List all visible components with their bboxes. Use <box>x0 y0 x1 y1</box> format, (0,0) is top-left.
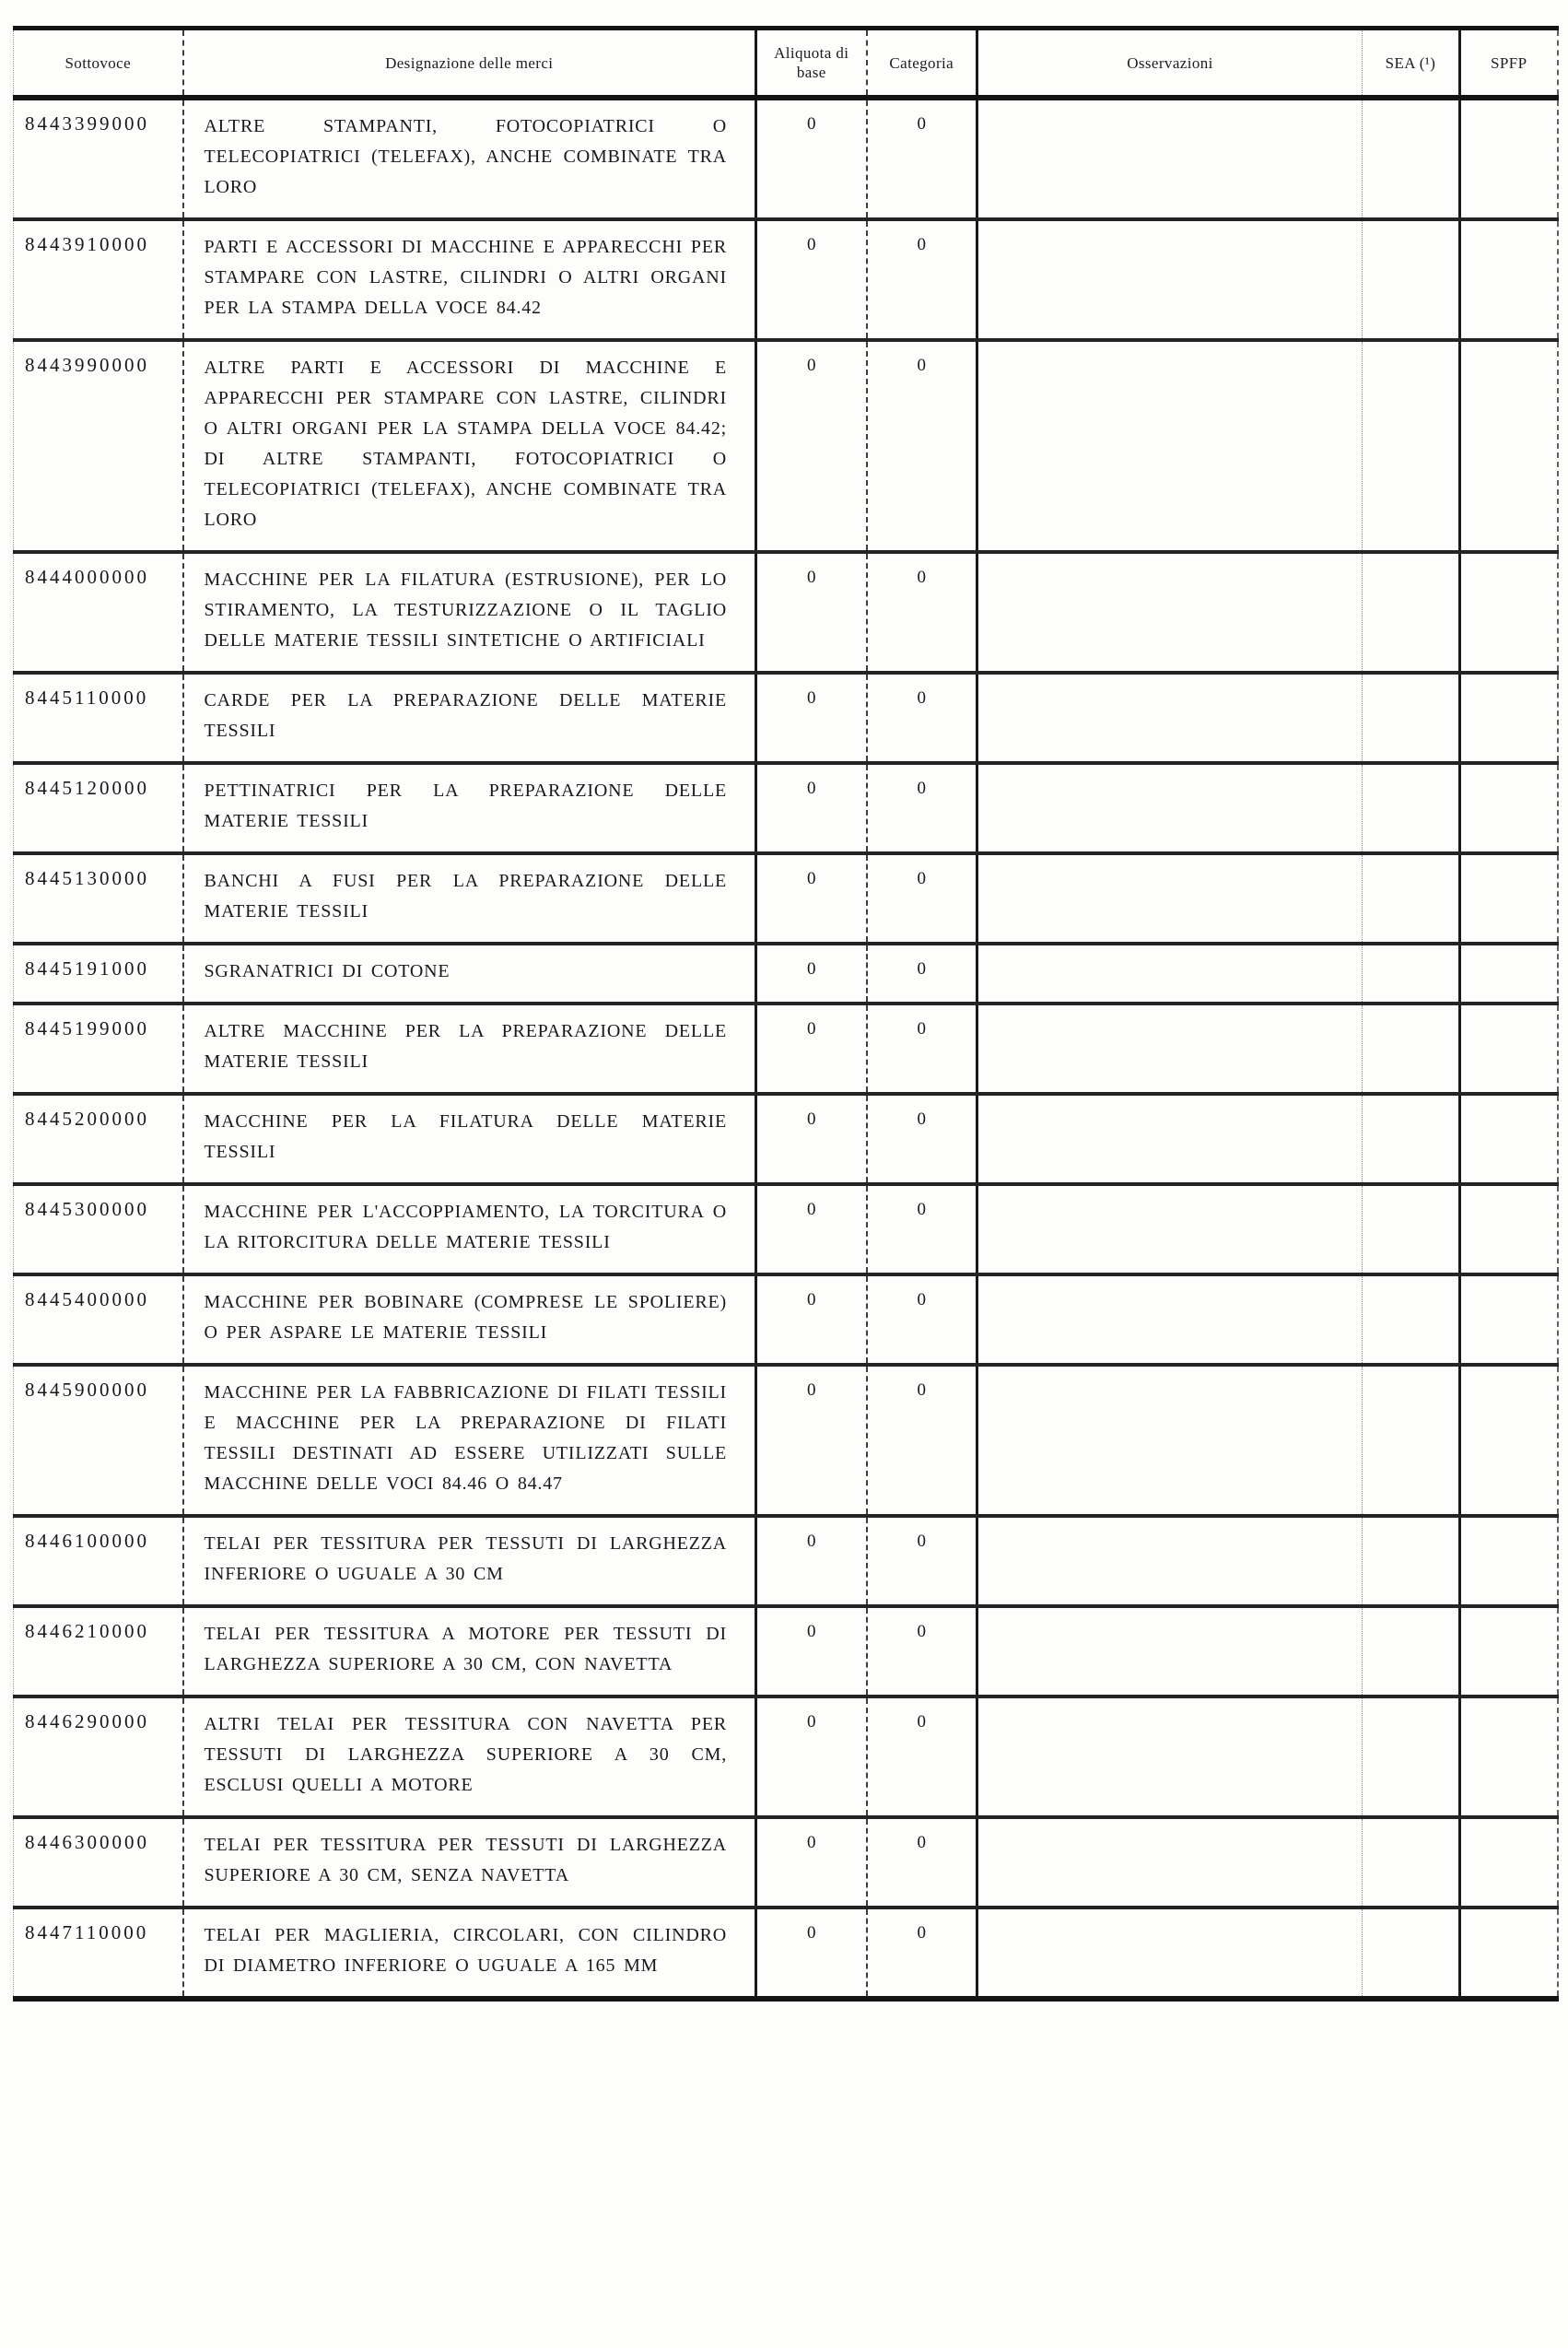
cell-spfp <box>1460 1606 1558 1696</box>
table-row <box>14 1004 1558 1094</box>
cell-spfp <box>1460 1696 1558 1817</box>
cell-sea <box>1363 552 1460 673</box>
cell-observations <box>977 340 1363 552</box>
cell-observations <box>977 763 1363 853</box>
cell-observations <box>977 1696 1363 1817</box>
col-header-sottovoce: Sottovoce <box>14 29 183 99</box>
cell-observations <box>977 853 1363 944</box>
cell-category: 0 <box>867 763 977 853</box>
cell-base-rate: 0 <box>756 1184 867 1274</box>
cell-sottovoce-code: 8446290000 <box>14 1696 183 1817</box>
cell-goods-description: MACCHINE PER LA FILATURA (ESTRUSIONE), PER LO STIRAMENTO, LA TESTURIZZAZIONE O IL TAGLIO DELLE MATERIE TESSILI SINTETICHE O ARTIFICIALI <box>183 552 756 673</box>
cell-goods-description: TELAI PER TESSITURA PER TESSUTI DI LARGHEZZA INFERIORE O UGUALE A 30 CM <box>183 1516 756 1606</box>
table-row <box>14 1274 1558 1365</box>
cell-spfp <box>1460 673 1558 763</box>
cell-goods-description: PETTINATRICI PER LA PREPARAZIONE DELLE MATERIE TESSILI <box>183 763 756 853</box>
cell-observations <box>977 673 1363 763</box>
table-row <box>14 1094 1558 1184</box>
table-row <box>14 1908 1558 1999</box>
cell-category: 0 <box>867 219 977 340</box>
cell-observations <box>977 1184 1363 1274</box>
cell-sea <box>1363 673 1460 763</box>
cell-goods-description: ALTRE PARTI E ACCESSORI DI MACCHINE E APPARECCHI PER STAMPARE CON LASTRE, CILINDRI O ALTRI ORGANI PER LA STAMPA DELLA VOCE 84.42; DI ALTRE STAMPANTI, FOTOCOPIATRICI O TELECOPIATRICI (TELEFAX), ANCHE COMBINATE TRA LORO <box>183 340 756 552</box>
cell-sea <box>1363 1696 1460 1817</box>
cell-base-rate: 0 <box>756 944 867 1004</box>
cell-sottovoce-code: 8443399000 <box>14 98 183 219</box>
cell-sottovoce-code: 8446300000 <box>14 1817 183 1908</box>
cell-spfp <box>1460 1094 1558 1184</box>
cell-spfp <box>1460 1004 1558 1094</box>
cell-goods-description: MACCHINE PER BOBINARE (COMPRESE LE SPOLIERE) O PER ASPARE LE MATERIE TESSILI <box>183 1274 756 1365</box>
cell-observations <box>977 552 1363 673</box>
table-row <box>14 1817 1558 1908</box>
cell-sea <box>1363 340 1460 552</box>
cell-sea <box>1363 1817 1460 1908</box>
cell-spfp <box>1460 340 1558 552</box>
cell-category: 0 <box>867 552 977 673</box>
cell-base-rate: 0 <box>756 552 867 673</box>
cell-observations <box>977 219 1363 340</box>
cell-sottovoce-code: 8443910000 <box>14 219 183 340</box>
cell-sottovoce-code: 8446210000 <box>14 1606 183 1696</box>
table-header-row <box>14 29 1558 99</box>
cell-spfp <box>1460 944 1558 1004</box>
cell-goods-description: ALTRE STAMPANTI, FOTOCOPIATRICI O TELECOPIATRICI (TELEFAX), ANCHE COMBINATE TRA LORO <box>183 98 756 219</box>
cell-category: 0 <box>867 1908 977 1999</box>
cell-goods-description: SGRANATRICI DI COTONE <box>183 944 756 1004</box>
cell-sea <box>1363 853 1460 944</box>
table-row <box>14 673 1558 763</box>
cell-sea <box>1363 1094 1460 1184</box>
cell-base-rate: 0 <box>756 1365 867 1516</box>
cell-sottovoce-code: 8445200000 <box>14 1094 183 1184</box>
cell-category: 0 <box>867 1004 977 1094</box>
table-row <box>14 853 1558 944</box>
cell-category: 0 <box>867 340 977 552</box>
cell-base-rate: 0 <box>756 853 867 944</box>
cell-base-rate: 0 <box>756 1516 867 1606</box>
cell-goods-description: TELAI PER MAGLIERIA, CIRCOLARI, CON CILINDRO DI DIAMETRO INFERIORE O UGUALE A 165 MM <box>183 1908 756 1999</box>
cell-category: 0 <box>867 1184 977 1274</box>
cell-category: 0 <box>867 1516 977 1606</box>
cell-spfp <box>1460 552 1558 673</box>
cell-sea <box>1363 944 1460 1004</box>
cell-sea <box>1363 219 1460 340</box>
cell-category: 0 <box>867 1696 977 1817</box>
cell-base-rate: 0 <box>756 673 867 763</box>
cell-goods-description: MACCHINE PER L'ACCOPPIAMENTO, LA TORCITURA O LA RITORCITURA DELLE MATERIE TESSILI <box>183 1184 756 1274</box>
cell-spfp <box>1460 1274 1558 1365</box>
cell-sea <box>1363 1516 1460 1606</box>
cell-observations <box>977 1365 1363 1516</box>
cell-sottovoce-code: 8445191000 <box>14 944 183 1004</box>
cell-goods-description: MACCHINE PER LA FILATURA DELLE MATERIE TESSILI <box>183 1094 756 1184</box>
col-header-designazione: Designazione delle merci <box>183 29 756 99</box>
table-row <box>14 1696 1558 1817</box>
cell-base-rate: 0 <box>756 1606 867 1696</box>
tariff-table <box>13 26 1559 2002</box>
cell-goods-description: MACCHINE PER LA FABBRICAZIONE DI FILATI TESSILI E MACCHINE PER LA PREPARAZIONE DI FILATI TESSILI DESTINATI AD ESSERE UTILIZZATI SULLE MACCHINE DELLE VOCI 84.46 O 84.47 <box>183 1365 756 1516</box>
cell-spfp <box>1460 219 1558 340</box>
col-header-categoria: Categoria <box>867 29 977 99</box>
cell-base-rate: 0 <box>756 219 867 340</box>
cell-spfp <box>1460 98 1558 219</box>
table-row <box>14 219 1558 340</box>
cell-sottovoce-code: 8446100000 <box>14 1516 183 1606</box>
cell-goods-description: ALTRI TELAI PER TESSITURA CON NAVETTA PER TESSUTI DI LARGHEZZA SUPERIORE A 30 CM, ESCLUSI QUELLI A MOTORE <box>183 1696 756 1817</box>
cell-sea <box>1363 763 1460 853</box>
cell-observations <box>977 1908 1363 1999</box>
table-row <box>14 944 1558 1004</box>
cell-category: 0 <box>867 853 977 944</box>
cell-sea <box>1363 1274 1460 1365</box>
cell-observations <box>977 98 1363 219</box>
cell-sea <box>1363 98 1460 219</box>
table-row <box>14 1365 1558 1516</box>
cell-observations <box>977 944 1363 1004</box>
cell-category: 0 <box>867 1094 977 1184</box>
col-header-aliquota-base: Aliquota di base <box>756 29 867 99</box>
table-row <box>14 763 1558 853</box>
table-row <box>14 1606 1558 1696</box>
cell-base-rate: 0 <box>756 1274 867 1365</box>
cell-category: 0 <box>867 1274 977 1365</box>
cell-spfp <box>1460 853 1558 944</box>
cell-base-rate: 0 <box>756 98 867 219</box>
col-header-spfp: SPFP <box>1491 53 1527 72</box>
cell-base-rate: 0 <box>756 1817 867 1908</box>
cell-goods-description: ALTRE MACCHINE PER LA PREPARAZIONE DELLE MATERIE TESSILI <box>183 1004 756 1094</box>
cell-goods-description: TELAI PER TESSITURA A MOTORE PER TESSUTI DI LARGHEZZA SUPERIORE A 30 CM, CON NAVETTA <box>183 1606 756 1696</box>
cell-observations <box>977 1606 1363 1696</box>
cell-category: 0 <box>867 944 977 1004</box>
cell-observations <box>977 1817 1363 1908</box>
cell-sottovoce-code: 8445110000 <box>14 673 183 763</box>
cell-sea <box>1363 1004 1460 1094</box>
cell-base-rate: 0 <box>756 1696 867 1817</box>
cell-base-rate: 0 <box>756 1908 867 1999</box>
cell-sea <box>1363 1606 1460 1696</box>
cell-sea <box>1363 1184 1460 1274</box>
cell-spfp <box>1460 1365 1558 1516</box>
col-header-osservazioni: Osservazioni <box>977 29 1363 99</box>
table-row <box>14 340 1558 552</box>
cell-sea <box>1363 1365 1460 1516</box>
table-row <box>14 98 1558 219</box>
cell-sottovoce-code: 8443990000 <box>14 340 183 552</box>
cell-spfp <box>1460 1817 1558 1908</box>
cell-sottovoce-code: 8445300000 <box>14 1184 183 1274</box>
cell-goods-description: TELAI PER TESSITURA PER TESSUTI DI LARGHEZZA SUPERIORE A 30 CM, SENZA NAVETTA <box>183 1817 756 1908</box>
cell-sottovoce-code: 8444000000 <box>14 552 183 673</box>
cell-observations <box>977 1516 1363 1606</box>
cell-category: 0 <box>867 673 977 763</box>
cell-base-rate: 0 <box>756 340 867 552</box>
cell-base-rate: 0 <box>756 1004 867 1094</box>
cell-sottovoce-code: 8445900000 <box>14 1365 183 1516</box>
cell-category: 0 <box>867 1817 977 1908</box>
cell-category: 0 <box>867 1365 977 1516</box>
cell-sottovoce-code: 8445199000 <box>14 1004 183 1094</box>
cell-sottovoce-code: 8445400000 <box>14 1274 183 1365</box>
cell-spfp <box>1460 1908 1558 1999</box>
cell-sottovoce-code: 8447110000 <box>14 1908 183 1999</box>
cell-category: 0 <box>867 98 977 219</box>
table-row <box>14 552 1558 673</box>
col-header-sea: SEA (¹) <box>1363 29 1460 99</box>
cell-category: 0 <box>867 1606 977 1696</box>
cell-observations <box>977 1004 1363 1094</box>
cell-sottovoce-code: 8445120000 <box>14 763 183 853</box>
cell-sea <box>1363 1908 1460 1999</box>
table-row <box>14 1516 1558 1606</box>
cell-spfp <box>1460 763 1558 853</box>
cell-observations <box>977 1274 1363 1365</box>
cell-spfp <box>1460 1516 1558 1606</box>
cell-observations <box>977 1094 1363 1184</box>
cell-goods-description: PARTI E ACCESSORI DI MACCHINE E APPARECCHI PER STAMPARE CON LASTRE, CILINDRI O ALTRI ORGANI PER LA STAMPA DELLA VOCE 84.42 <box>183 219 756 340</box>
cell-goods-description: BANCHI A FUSI PER LA PREPARAZIONE DELLE MATERIE TESSILI <box>183 853 756 944</box>
cell-base-rate: 0 <box>756 1094 867 1184</box>
cell-base-rate: 0 <box>756 763 867 853</box>
cell-spfp <box>1460 1184 1558 1274</box>
table-row <box>14 1184 1558 1274</box>
cell-sottovoce-code: 8445130000 <box>14 853 183 944</box>
cell-goods-description: CARDE PER LA PREPARAZIONE DELLE MATERIE TESSILI <box>183 673 756 763</box>
